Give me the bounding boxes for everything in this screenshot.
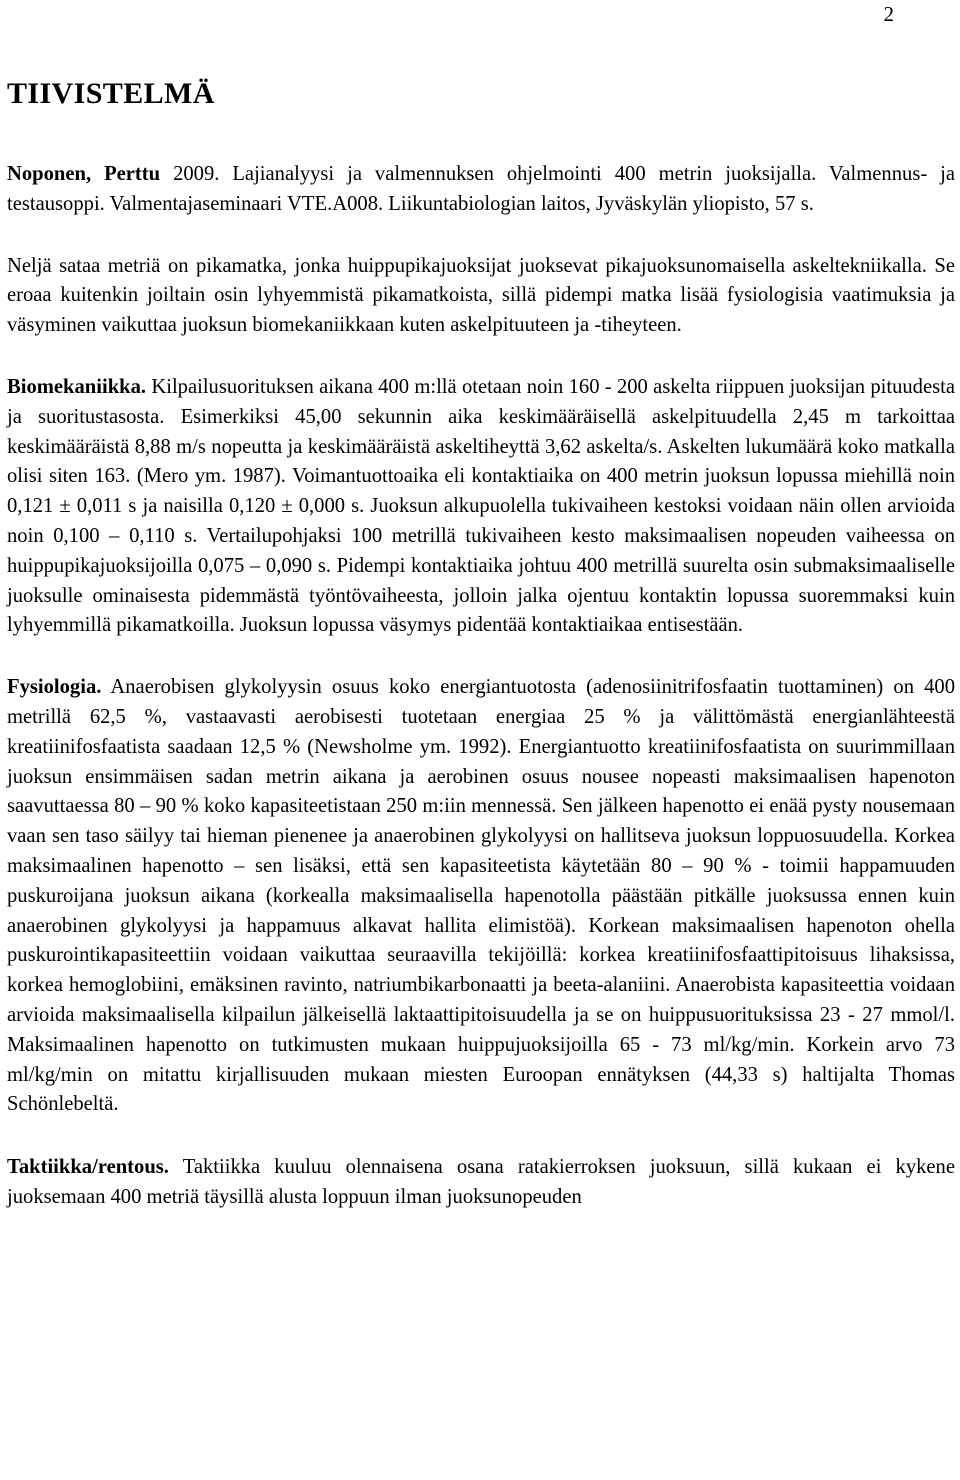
biomechanics-paragraph [7,373,955,641]
document-body [7,72,955,1213]
biomechanics-text: Kilpailusuorituksen aikana 400 m:llä otetaan noin 160 - 200 askelta riippuen juoksijan pituudesta ja suoritustasosta. Esimerkiksi 45,00 sekunnin aika keskimääräisellä askelpituudella 2,45 m tarkoittaa keskimääräistä 8,88 m/s nopeutta ja keskimääräistä askeltiheyttä 3,62 askelta/s. Askelten lukumäärä koko matkalla olisi siten 163. (Mero ym. 1987). Voimantuottoaika eli kontaktiaika on 400 metrin juoksun lopussa miehillä noin 0,121 ± 0,011 s ja naisilla 0,120 ± 0,000 s. Juoksun alkupuolella tukivaiheen kestoksi voidaan näin ollen arvioida noin 0,100 – 0,110 s. Vertailupohjaksi 100 metrillä tukivaiheen kesto maksimaalisen nopeuden vaiheessa on huippupikajuoksijoilla 0,075 – 0,090 s. Pidempi kontaktiaika johtuu 400 metrillä suurelta osin submaksimaaliselle juoksulle ominaisesta pidemmästä työntövaiheesta, jolloin jalka ojentuu kontaktin lopussa suoremmaksi kuin lyhyemmillä pikamatkoilla. Juoksun lopussa väsymys pidentää kontaktiaikaa entisestään. [7,375,955,637]
page-number: 2 [883,2,894,26]
citation-text: 2009. Lajianalyysi ja valmennuksen ohjelmointi 400 metrin juoksijalla. Valmennus- ja testausoppi. Valmentajaseminaari VTE.A008. Liikuntabiologian laitos, Jyväskylän yliopisto, 57 s. [7,163,956,215]
physiology-paragraph [7,673,955,1120]
citation-author: Noponen, Perttu [7,163,161,185]
tactics-heading: Taktiikka/rentous. [7,1156,169,1179]
tactics-paragraph [7,1153,955,1213]
page-title: TIIVISTELMÄ [7,77,215,110]
citation-paragraph [7,160,955,220]
tactics-text: Taktiikka kuuluu olennaisena osana ratakierroksen juoksuun, sillä kukaan ei kykene juoksemaan 400 metriä täysillä alusta loppuun ilman juoksunopeuden [7,1156,955,1208]
biomechanics-heading: Biomekaniikka. [7,375,147,398]
physiology-heading: Fysiologia. [7,676,102,699]
physiology-text: Anaerobisen glykolyysin osuus koko energiantuotosta (adenosiinitrifosfaatin tuottaminen) on 400 metrillä 62,5 %, vastaavasti aerobisesti tuotetaan energiaa 25 % ja välittömästä energianlähteestä kreatiinifosfaatista saadaan 12,5 % (Newsholme ym. 1992). Energiantuotto kreatiinifosfaatista on suurimmillaan juoksun ensimmäisen sadan metrin aikana ja aerobinen osuus nousee nopeasti maksimaalisen hapenoton saavuttaessa 80 – 90 % koko kapasiteetistaan 250 m:iin mennessä. Sen jälkeen hapenotto ei enää pysty nousemaan vaan sen taso säilyy tai hieman pienenee ja anaerobinen glykolyysi on hallitseva juoksun loppuosuudella. Korkea maksimaalinen hapenotto – sen lisäksi, että sen kapasiteetista käytetään 80 – 90 % - toimii happamuuden puskuroijana juoksun aikana (korkealla maksimaalisella hapenotolla päästään pitkälle juoksussa ennen kuin anaerobinen glykolyysi ja happamuus alkavat hallita elimistöä). Korkean maksimaalisen hapenoton ohella puskurointikapasiteettiin voidaan vaikuttaa seuraavilla tekijöillä: korkea kreatiinifosfaattipitoisuus lihaksissa, korkea hemoglobiini, emäksinen ravinto, natriumbikarbonaatti ja beeta-alaniini. Anaerobista kapasiteettia voidaan arvioida maksimaalisella kilpailun jälkeisellä laktaattipitoisuudella ja se on huippusuorituksissa 23 - 27 mmol/l. Maksimaalinen hapenotto on tutkimusten mukaan huippujuoksijoilla 65 - 73 ml/kg/min. Korkein arvo 73 ml/kg/min on mitattu kirjallisuuden mukaan miesten Euroopan ennätyksen (44,33 s) haltijalta Thomas Schönlebeltä. [7,676,955,1116]
intro-paragraph: Neljä sataa metriä on pikamatka, jonka huippupikajuoksijat juoksevat pikajuoksunomaisella askeltekniikalla. Se eroaa kuitenkin joiltain osin lyhyemmistä pikamatkoista, sillä pidempi matka lisää fysiologisia vaatimuksia ja väsyminen vaikuttaa juoksun biomekaniikkaan kuten askelpituuteen ja -tiheyteen. [7,254,955,337]
